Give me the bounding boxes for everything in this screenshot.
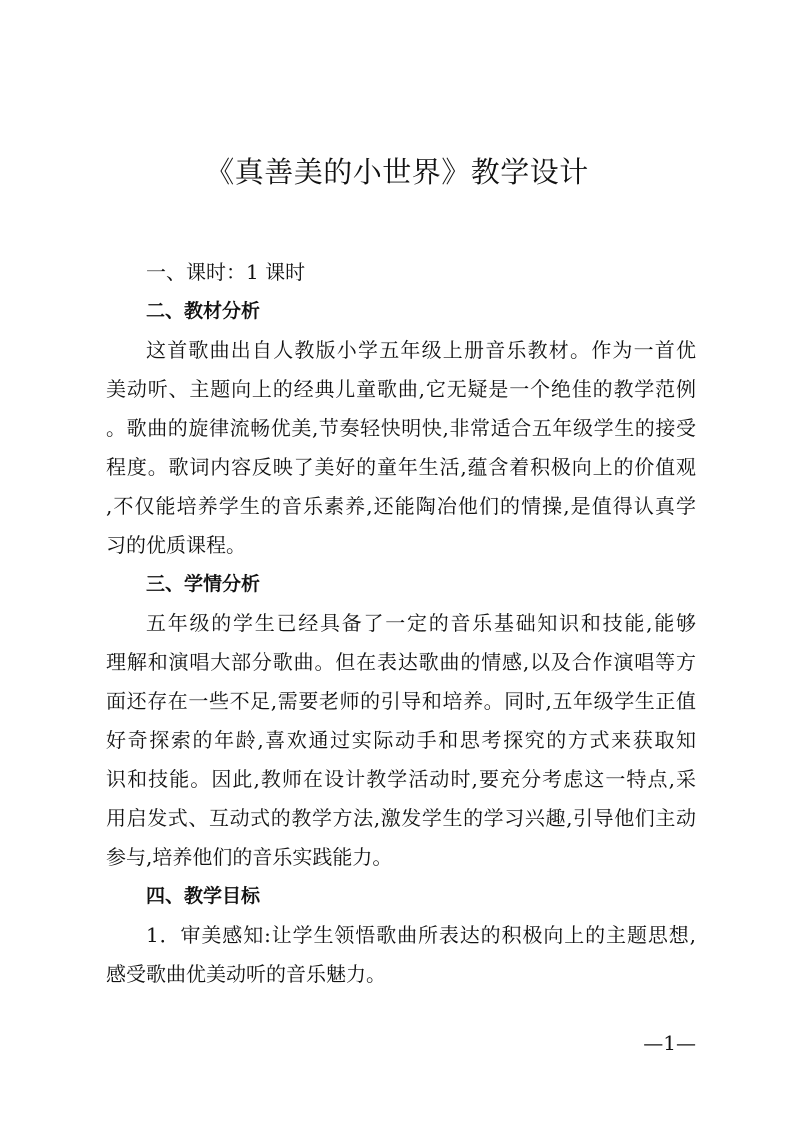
paragraph-line: ,不仅能培养学生的音乐素养,还能陶冶他们的情操,是值得认真学 [106,494,696,518]
paragraph-line: 习的优质课程。 [106,533,246,557]
paragraph-line: 1．审美感知:让学生领悟歌曲所表达的积极向上的主题思想, [146,923,696,947]
paragraph-line: 理解和演唱大部分歌曲。但在表达歌曲的情感,以及合作演唱等方 [106,650,696,674]
section-heading-student-analysis: 三、学情分析 [146,573,261,595]
paragraph-line: 。歌曲的旋律流畅优美,节奏轻快明快,非常适合五年级学生的接受 [106,416,696,440]
paragraph-line: 用启发式、互动式的教学方法,激发学生的学习兴趣,引导他们主动 [106,806,696,830]
paragraph-line: 好奇探索的年龄,喜欢通过实际动手和思考探究的方式来获取知 [106,728,696,752]
paragraph-line: 识和技能。因此,教师在设计教学活动时,要充分考虑这一特点,采 [106,767,696,791]
paragraph-line: 感受歌曲优美动听的音乐魅力。 [106,962,386,986]
paragraph-line: 程度。歌词内容反映了美好的童年生活,蕴含着积极向上的价值观 [106,455,696,479]
paragraph-line: 面还存在一些不足,需要老师的引导和培养。同时,五年级学生正值 [106,689,696,713]
class-hours-line: 一、课时：1 课时 [146,260,306,284]
paragraph-line: 美动听、主题向上的经典儿童歌曲,它无疑是一个绝佳的教学范例 [106,377,696,401]
page-number: —1— [643,1031,696,1055]
paragraph-line: 五年级的学生已经具备了一定的音乐基础知识和技能,能够 [146,611,696,635]
paragraph-line: 参与,培养他们的音乐实践能力。 [106,845,393,869]
page-title: 《真善美的小世界》教学设计 [205,155,589,189]
paragraph-line: 这首歌曲出自人教版小学五年级上册音乐教材。作为一首优 [146,338,696,362]
section-heading-teaching-goals: 四、教学目标 [146,885,261,907]
document-body [106,253,696,994]
section-heading-textbook-analysis: 二、教材分析 [146,300,261,322]
